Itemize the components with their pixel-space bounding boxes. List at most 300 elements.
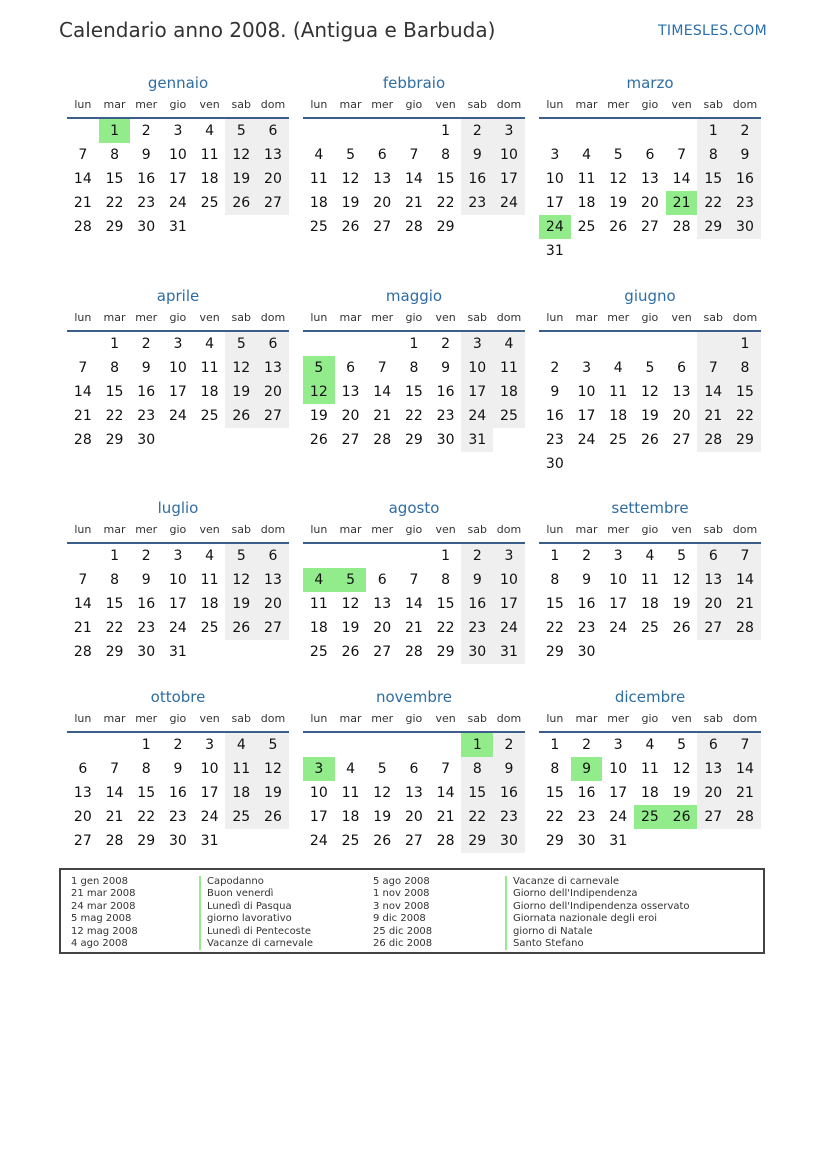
day-cell: 20: [373, 620, 392, 636]
week-row: [539, 404, 761, 428]
week-row: [539, 143, 761, 167]
empty-day-cell: [398, 119, 430, 143]
week-row: [539, 544, 761, 568]
empty-day-cell: [303, 119, 335, 143]
legend-date: 5 mag 2008: [71, 913, 132, 925]
day-cell: 2: [461, 119, 493, 143]
week-row: [539, 781, 761, 805]
day-cell: 23: [577, 809, 596, 825]
day-cell: 16: [137, 171, 156, 187]
day-cell: 31: [168, 644, 187, 660]
legend-holiday-name: Buon venerdì: [199, 888, 313, 900]
month-title: gennaio: [147, 74, 209, 92]
day-cell: 25: [200, 408, 219, 424]
day-cell: 9: [461, 568, 493, 592]
day-cell: 6: [346, 360, 355, 376]
day-cell: 25: [309, 644, 328, 660]
week-row: [303, 592, 525, 616]
day-cell: 7: [677, 147, 687, 163]
week-row: [67, 215, 289, 239]
empty-day-cell: [67, 332, 99, 356]
day-cell: 11: [640, 761, 659, 777]
day-cell: 23: [493, 805, 525, 829]
day-cell: 24: [493, 191, 525, 215]
weekday-label: dom: [260, 523, 286, 536]
day-cell: 2: [461, 544, 493, 568]
day-cell: 15: [461, 781, 493, 805]
weekday-label: sab: [703, 523, 724, 536]
day-cell: 9: [550, 384, 560, 400]
day-cell: 18: [609, 408, 628, 424]
day-cell: 26: [257, 805, 289, 829]
week-row: [67, 119, 289, 143]
day-cell: 16: [729, 167, 761, 191]
weekday-label: gio: [641, 712, 659, 725]
day-cell: 7: [409, 147, 419, 163]
week-row: [539, 733, 761, 757]
day-cell: 5: [613, 147, 623, 163]
weekday-label: sab: [231, 98, 252, 111]
week-row: [303, 215, 525, 239]
day-cell: 29: [461, 829, 493, 853]
weekday-label: ven: [199, 712, 220, 725]
weekday-label: dom: [732, 311, 758, 324]
day-cell: 22: [461, 805, 493, 829]
day-cell: 26: [609, 219, 628, 235]
day-cell: 19: [672, 596, 691, 612]
empty-day-cell: [493, 215, 525, 239]
day-cell: 16: [461, 592, 493, 616]
day-cell: 20: [697, 781, 729, 805]
day-cell: 28: [73, 644, 92, 660]
weekday-label: mar: [103, 523, 126, 536]
weekday-label: mer: [135, 311, 158, 324]
day-cell: 1: [697, 119, 729, 143]
empty-day-cell: [398, 733, 430, 757]
day-cell: 6: [645, 147, 655, 163]
week-row: [303, 191, 525, 215]
empty-day-cell: [257, 829, 289, 853]
day-cell: 16: [577, 785, 596, 801]
day-cell: 20: [640, 195, 659, 211]
day-cell: 14: [697, 380, 729, 404]
day-cell: 26: [373, 833, 392, 849]
day-cell: 24: [200, 809, 219, 825]
empty-day-cell: [99, 733, 131, 757]
day-cell: 28: [672, 219, 691, 235]
day-cell: 27: [257, 191, 289, 215]
day-cell: 20: [697, 592, 729, 616]
day-cell: 14: [404, 596, 423, 612]
day-cell: 3: [173, 123, 183, 139]
empty-day-cell: [697, 332, 729, 356]
empty-day-cell: [697, 829, 729, 853]
day-cell: 31: [609, 833, 628, 849]
empty-day-cell: [225, 829, 257, 853]
day-cell: 4: [613, 360, 623, 376]
week-row: [539, 829, 761, 853]
day-cell: 8: [441, 572, 451, 588]
week-row: [67, 428, 289, 452]
day-cell: 10: [609, 761, 628, 777]
day-cell: 21: [436, 809, 455, 825]
legend-date: 12 mag 2008: [71, 925, 138, 937]
day-cell: 16: [577, 596, 596, 612]
day-cell: 8: [110, 572, 119, 588]
weekday-label: ven: [199, 523, 220, 536]
day-cell: 23: [461, 616, 493, 640]
empty-day-cell: [303, 733, 335, 757]
day-cell: 27: [373, 644, 392, 660]
day-cell: 30: [577, 833, 596, 849]
legend-holiday-name: Santo Stefano: [505, 938, 690, 950]
week-row: [539, 239, 761, 263]
day-cell: 27: [640, 219, 659, 235]
day-cell: 7: [78, 360, 88, 376]
weekday-label: ven: [671, 98, 692, 111]
holiday-day-cell: 1: [461, 733, 493, 757]
day-cell: 4: [205, 336, 215, 352]
day-cell: 17: [609, 785, 628, 801]
day-cell: 21: [404, 620, 423, 636]
day-cell: 15: [545, 785, 564, 801]
day-cell: 1: [110, 548, 119, 564]
day-cell: 18: [225, 781, 257, 805]
day-cell: 29: [105, 432, 124, 448]
day-cell: 14: [373, 384, 392, 400]
week-row: [67, 781, 289, 805]
empty-day-cell: [398, 544, 430, 568]
day-cell: 23: [545, 432, 564, 448]
day-cell: 31: [168, 219, 187, 235]
day-cell: 20: [257, 167, 289, 191]
day-cell: 15: [545, 596, 564, 612]
day-cell: 13: [672, 384, 691, 400]
empty-day-cell: [602, 332, 634, 356]
holiday-day-cell: 5: [303, 356, 335, 380]
day-cell: 22: [729, 404, 761, 428]
day-cell: 11: [493, 356, 525, 380]
day-cell: 11: [640, 572, 659, 588]
day-cell: 30: [577, 644, 596, 660]
day-cell: 28: [729, 805, 761, 829]
day-cell: 9: [729, 143, 761, 167]
week-row: [539, 428, 761, 452]
day-cell: 21: [73, 620, 92, 636]
weekday-label: mer: [371, 712, 394, 725]
day-cell: 5: [677, 548, 687, 564]
month-title: maggio: [385, 287, 443, 305]
weekday-label: ven: [435, 311, 456, 324]
weekday-label: lun: [546, 712, 564, 725]
weekday-label: mar: [575, 712, 598, 725]
day-cell: 31: [461, 428, 493, 452]
month-maggio: [303, 284, 525, 452]
day-cell: 8: [110, 360, 119, 376]
day-cell: 13: [257, 143, 289, 167]
day-cell: 27: [73, 833, 92, 849]
legend-names-right: [505, 876, 690, 950]
day-cell: 13: [697, 568, 729, 592]
day-cell: 10: [545, 171, 564, 187]
day-cell: 6: [377, 147, 387, 163]
day-cell: 14: [105, 785, 124, 801]
weekday-label: mar: [575, 311, 598, 324]
holiday-legend: [59, 868, 765, 954]
week-row: [303, 119, 525, 143]
day-cell: 12: [341, 171, 360, 187]
weekday-label: lun: [310, 712, 328, 725]
week-row: [67, 356, 289, 380]
weekday-label: sab: [467, 98, 488, 111]
weekday-label: gio: [169, 311, 187, 324]
week-row: [303, 404, 525, 428]
day-cell: 11: [609, 384, 628, 400]
day-cell: 12: [672, 761, 691, 777]
week-row: [303, 781, 525, 805]
day-cell: 11: [200, 572, 219, 588]
empty-day-cell: [729, 829, 761, 853]
empty-day-cell: [335, 544, 367, 568]
day-cell: 20: [672, 408, 691, 424]
week-row: [67, 733, 289, 757]
weekday-label: mer: [607, 98, 630, 111]
month-title: settembre: [611, 499, 689, 517]
day-cell: 8: [461, 757, 493, 781]
day-cell: 18: [493, 380, 525, 404]
legend-dates-left: [71, 876, 138, 950]
day-cell: 4: [205, 123, 215, 139]
day-cell: 12: [257, 757, 289, 781]
day-cell: 9: [582, 572, 591, 588]
weekday-label: mer: [607, 311, 630, 324]
legend-dates-right: [373, 876, 432, 950]
day-cell: 14: [404, 171, 423, 187]
day-cell: 11: [309, 171, 328, 187]
month-marzo: [539, 71, 761, 263]
day-cell: 17: [577, 408, 596, 424]
weekday-label: sab: [703, 712, 724, 725]
day-cell: 17: [309, 809, 328, 825]
day-cell: 19: [257, 781, 289, 805]
legend-holiday-name: Giorno dell'Indipendenza osservato: [505, 901, 690, 913]
legend-holiday-name: Lunedì di Pentecoste: [199, 926, 313, 938]
day-cell: 3: [550, 147, 560, 163]
day-cell: 22: [137, 809, 156, 825]
empty-day-cell: [697, 239, 729, 263]
empty-day-cell: [634, 829, 666, 853]
empty-day-cell: [666, 829, 698, 853]
day-cell: 28: [373, 432, 392, 448]
day-cell: 5: [257, 733, 289, 757]
day-cell: 15: [105, 171, 124, 187]
day-cell: 5: [225, 332, 257, 356]
day-cell: 19: [225, 380, 257, 404]
day-cell: 1: [110, 336, 119, 352]
month-title: luglio: [157, 499, 199, 517]
day-cell: 3: [173, 548, 183, 564]
day-cell: 29: [545, 833, 564, 849]
day-cell: 23: [729, 191, 761, 215]
weekday-label: lun: [310, 523, 328, 536]
week-row: [67, 191, 289, 215]
day-cell: 5: [677, 737, 687, 753]
weekday-header: [539, 709, 761, 733]
weekday-label: ven: [435, 98, 456, 111]
day-cell: 28: [729, 616, 761, 640]
weekday-label: mer: [607, 712, 630, 725]
week-row: [303, 167, 525, 191]
empty-day-cell: [634, 119, 666, 143]
weekday-label: ven: [671, 311, 692, 324]
page-title: Calendario anno 2008. (Antigua e Barbuda): [59, 18, 496, 42]
week-row: [539, 380, 761, 404]
weekday-label: ven: [435, 712, 456, 725]
day-cell: 7: [697, 356, 729, 380]
weekday-label: dom: [732, 712, 758, 725]
week-row: [303, 356, 525, 380]
day-cell: 27: [257, 616, 289, 640]
day-cell: 16: [545, 408, 564, 424]
day-cell: 22: [105, 620, 124, 636]
weekday-label: dom: [496, 523, 522, 536]
empty-day-cell: [571, 332, 603, 356]
day-cell: 5: [377, 761, 387, 777]
week-row: [303, 380, 525, 404]
day-cell: 28: [105, 833, 124, 849]
day-cell: 30: [168, 833, 187, 849]
day-cell: 12: [225, 143, 257, 167]
day-cell: 21: [73, 408, 92, 424]
empty-day-cell: [571, 239, 603, 263]
empty-day-cell: [335, 332, 367, 356]
brand-link[interactable]: TIMESLES.COM: [658, 23, 767, 39]
day-cell: 19: [225, 592, 257, 616]
day-cell: 11: [341, 785, 360, 801]
day-cell: 1: [550, 548, 560, 564]
weekday-label: sab: [703, 98, 724, 111]
day-cell: 11: [200, 360, 219, 376]
empty-day-cell: [366, 544, 398, 568]
empty-day-cell: [602, 239, 634, 263]
day-cell: 8: [441, 147, 451, 163]
weekday-label: mer: [135, 712, 158, 725]
day-cell: 30: [137, 432, 156, 448]
weekday-header: [67, 520, 289, 544]
month-novembre: [303, 685, 525, 853]
day-cell: 28: [404, 219, 423, 235]
day-cell: 17: [461, 380, 493, 404]
month-febbraio: [303, 71, 525, 239]
day-cell: 8: [141, 761, 151, 777]
day-cell: 8: [409, 360, 419, 376]
day-cell: 2: [493, 733, 525, 757]
day-cell: 6: [257, 119, 289, 143]
day-cell: 8: [697, 143, 729, 167]
month-title: aprile: [156, 287, 200, 305]
day-cell: 12: [609, 171, 628, 187]
day-cell: 2: [729, 119, 761, 143]
week-row: [67, 332, 289, 356]
day-cell: 13: [257, 356, 289, 380]
week-row: [539, 592, 761, 616]
legend-holiday-name: Lunedì di Pasqua: [199, 901, 313, 913]
empty-day-cell: [634, 332, 666, 356]
holiday-day-cell: 9: [571, 757, 603, 781]
day-cell: 16: [168, 785, 187, 801]
day-cell: 7: [78, 147, 88, 163]
day-cell: 3: [613, 548, 623, 564]
legend-holiday-name: Capodanno: [199, 876, 313, 888]
day-cell: 1: [141, 737, 151, 753]
empty-day-cell: [194, 215, 226, 239]
day-cell: 10: [461, 356, 493, 380]
day-cell: 19: [341, 195, 360, 211]
day-cell: 16: [436, 384, 455, 400]
day-cell: 26: [672, 620, 691, 636]
weekday-header: [539, 308, 761, 332]
month-title: ottobre: [150, 688, 206, 706]
day-cell: 13: [341, 384, 360, 400]
day-cell: 25: [640, 620, 659, 636]
empty-day-cell: [335, 733, 367, 757]
legend-holiday-name: giorno di Natale: [505, 926, 690, 938]
weekday-label: lun: [310, 311, 328, 324]
day-cell: 16: [493, 781, 525, 805]
week-row: [67, 757, 289, 781]
day-cell: 26: [341, 644, 360, 660]
empty-day-cell: [194, 428, 226, 452]
day-cell: 15: [729, 380, 761, 404]
weekday-label: mar: [339, 311, 362, 324]
weekday-label: gio: [169, 98, 187, 111]
week-row: [67, 568, 289, 592]
weekday-label: gio: [169, 712, 187, 725]
day-cell: 1: [550, 737, 560, 753]
day-cell: 5: [225, 544, 257, 568]
week-row: [303, 544, 525, 568]
weekday-label: lun: [74, 712, 92, 725]
day-cell: 13: [373, 596, 392, 612]
day-cell: 22: [105, 195, 124, 211]
day-cell: 26: [341, 219, 360, 235]
day-cell: 13: [697, 757, 729, 781]
day-cell: 6: [257, 332, 289, 356]
weekday-label: ven: [199, 98, 220, 111]
holiday-day-cell: 12: [303, 380, 335, 404]
day-cell: 15: [697, 167, 729, 191]
day-cell: 29: [436, 219, 455, 235]
holiday-day-cell: 24: [539, 215, 571, 239]
week-row: [539, 215, 761, 239]
day-cell: 4: [225, 733, 257, 757]
day-cell: 19: [640, 408, 659, 424]
day-cell: 6: [697, 544, 729, 568]
empty-day-cell: [257, 215, 289, 239]
day-cell: 15: [436, 171, 455, 187]
day-cell: 20: [73, 809, 92, 825]
day-cell: 23: [461, 191, 493, 215]
weekday-label: mar: [103, 712, 126, 725]
day-cell: 21: [697, 404, 729, 428]
week-row: [67, 544, 289, 568]
day-cell: 4: [645, 548, 655, 564]
day-cell: 12: [373, 785, 392, 801]
day-cell: 4: [582, 147, 591, 163]
month-title: novembre: [376, 688, 452, 706]
day-cell: 4: [645, 737, 655, 753]
day-cell: 1: [441, 123, 451, 139]
